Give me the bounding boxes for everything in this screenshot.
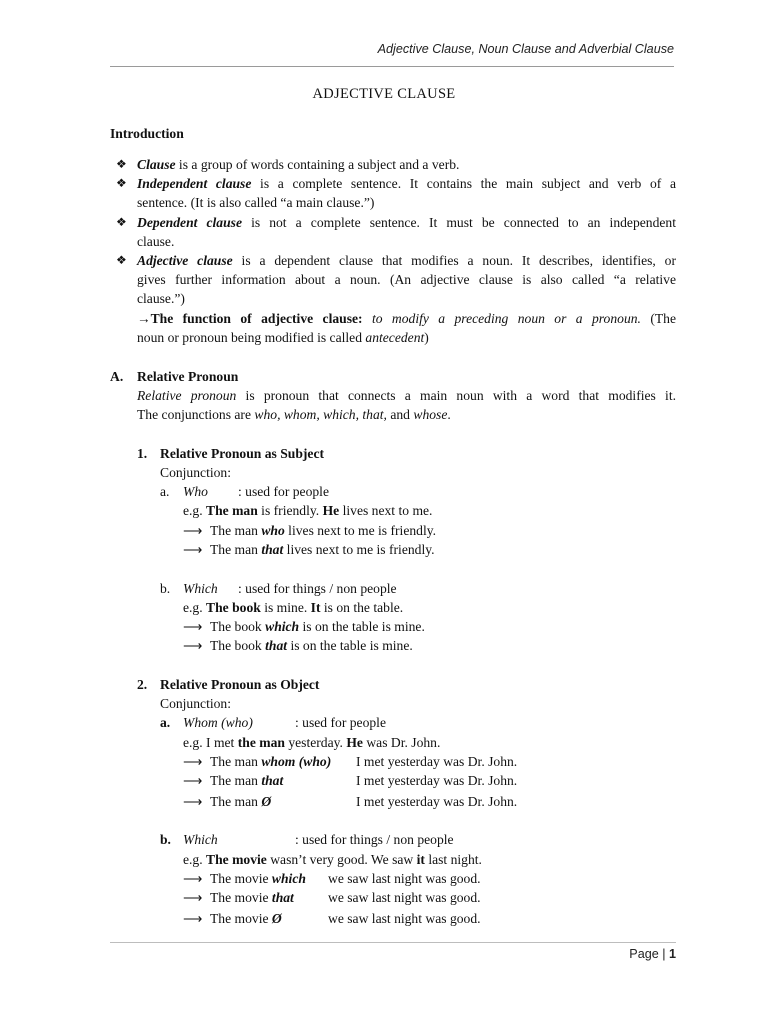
sub1-marker: 1.: [137, 446, 148, 461]
sub2-conjunction-label: Conjunction:: [160, 696, 231, 711]
sub2-b-result-that: The movie that: [210, 890, 294, 905]
page-title: ADJECTIVE CLAUSE: [312, 86, 456, 102]
sub2-a-result-whom: The man whom (who): [210, 754, 332, 769]
function-line-cont: noun or pronoun being modified is called antecedent): [137, 330, 429, 345]
section-a-definition: Relative pronoun is pronoun that connects a main noun with a word that modifies it.: [137, 388, 676, 403]
sub2-heading: Relative Pronoun as Object: [160, 677, 320, 692]
bullet-icon: ❖: [116, 215, 127, 229]
sub1-a-use: : used for people: [238, 484, 329, 499]
running-header: Adjective Clause, Noun Clause and Adverbial Clause: [377, 42, 674, 56]
intro-bullet-clause: Clause is a group of words containing a subject and a verb.: [137, 157, 460, 172]
arrow-icon: ⟶: [183, 773, 203, 788]
sub1-b-word: Which: [183, 581, 218, 596]
arrow-icon: ⟶: [183, 754, 203, 769]
sub2-b-marker: b.: [160, 832, 171, 847]
sub2-b-example: e.g. The movie wasn’t very good. We saw it last night.: [183, 852, 482, 867]
sub1-heading: Relative Pronoun as Subject: [160, 446, 325, 461]
intro-bullet-dependent: Dependent clause is not a complete sentence. It must be connected to an independent: [137, 215, 676, 230]
intro-bullet-adjective-cont: gives further information about a noun. (An adjective clause is also called “a relative: [137, 272, 676, 287]
page-footer: Page | 1: [629, 947, 676, 961]
sub1-a-word: Who: [183, 484, 208, 499]
intro-bullet-independent-cont: sentence. (It is also called “a main clause.”): [137, 195, 375, 210]
sub1-b-result-which: The book which is on the table is mine.: [210, 619, 425, 634]
sub2-b-use: : used for things / non people: [295, 832, 454, 847]
arrow-icon: ⟶: [183, 638, 203, 653]
arrow-icon: ⟶: [183, 523, 203, 538]
sub1-conjunction-label: Conjunction:: [160, 465, 231, 480]
bullet-icon: ❖: [116, 176, 127, 190]
header-rule: [110, 66, 674, 67]
arrow-icon: ⟶: [183, 794, 203, 809]
intro-heading: Introduction: [110, 126, 184, 141]
intro-bullet-adjective: Adjective clause is a dependent clause that modifies a noun. It describes, identifies, or: [137, 253, 677, 268]
function-line: →The function of adjective clause: to modify a preceding noun or a pronoun. (The: [137, 311, 676, 326]
sub2-b-result-which: The movie which: [210, 871, 306, 886]
sub2-b-result-tail: we saw last night was good.: [328, 911, 481, 926]
section-a-heading: Relative Pronoun: [137, 369, 239, 384]
sub2-a-result-that: The man that: [210, 773, 284, 788]
intro-bullet-dependent-cont: clause.: [137, 234, 175, 249]
arrow-icon: ⟶: [183, 542, 203, 557]
sub2-b-result-null: The movie Ø: [210, 911, 282, 926]
footer-rule: [110, 942, 676, 943]
sub2-b-result-tail: we saw last night was good.: [328, 871, 481, 886]
section-a-marker: A.: [110, 369, 124, 384]
sub1-b-marker: b.: [160, 581, 171, 596]
sub1-b-result-that: The book that is on the table is mine.: [210, 638, 413, 653]
sub1-a-result-that: The man that lives next to me is friendly.: [210, 542, 435, 557]
sub2-a-result-tail: I met yesterday was Dr. John.: [356, 773, 518, 788]
arrow-icon: ⟶: [183, 911, 203, 926]
sub1-a-example: e.g. The man is friendly. He lives next to me.: [183, 503, 433, 518]
sub1-a-marker: a.: [160, 484, 170, 499]
sub2-a-word: Whom (who): [183, 715, 253, 730]
sub2-a-use: : used for people: [295, 715, 386, 730]
intro-bullet-independent: Independent clause is a complete sentence. It contains the main subject and verb of a: [137, 176, 676, 191]
sub2-b-result-tail: we saw last night was good.: [328, 890, 481, 905]
arrow-icon: ⟶: [183, 619, 203, 634]
arrow-icon: ⟶: [183, 890, 203, 905]
sub2-marker: 2.: [137, 677, 148, 692]
sub1-b-use: : used for things / non people: [238, 581, 397, 596]
sub1-a-result-who: The man who lives next to me is friendly.: [210, 523, 437, 538]
sub2-a-marker: a.: [160, 715, 171, 730]
section-a-conjunctions: The conjunctions are who, whom, which, that, and whose.: [137, 407, 451, 422]
sub2-a-example: e.g. I met the man yesterday. He was Dr. John.: [183, 735, 441, 750]
sub2-a-result-null: The man Ø: [210, 794, 272, 809]
intro-bullet-adjective-cont2: clause.”): [137, 291, 185, 306]
bullet-icon: ❖: [116, 253, 127, 267]
sub2-a-result-tail: I met yesterday was Dr. John.: [356, 794, 518, 809]
arrow-icon: ⟶: [183, 871, 203, 886]
sub2-a-result-tail: I met yesterday was Dr. John.: [356, 754, 518, 769]
sub2-b-word: Which: [183, 832, 218, 847]
bullet-icon: ❖: [116, 157, 127, 171]
sub1-b-example: e.g. The book is mine. It is on the table.: [183, 600, 404, 615]
